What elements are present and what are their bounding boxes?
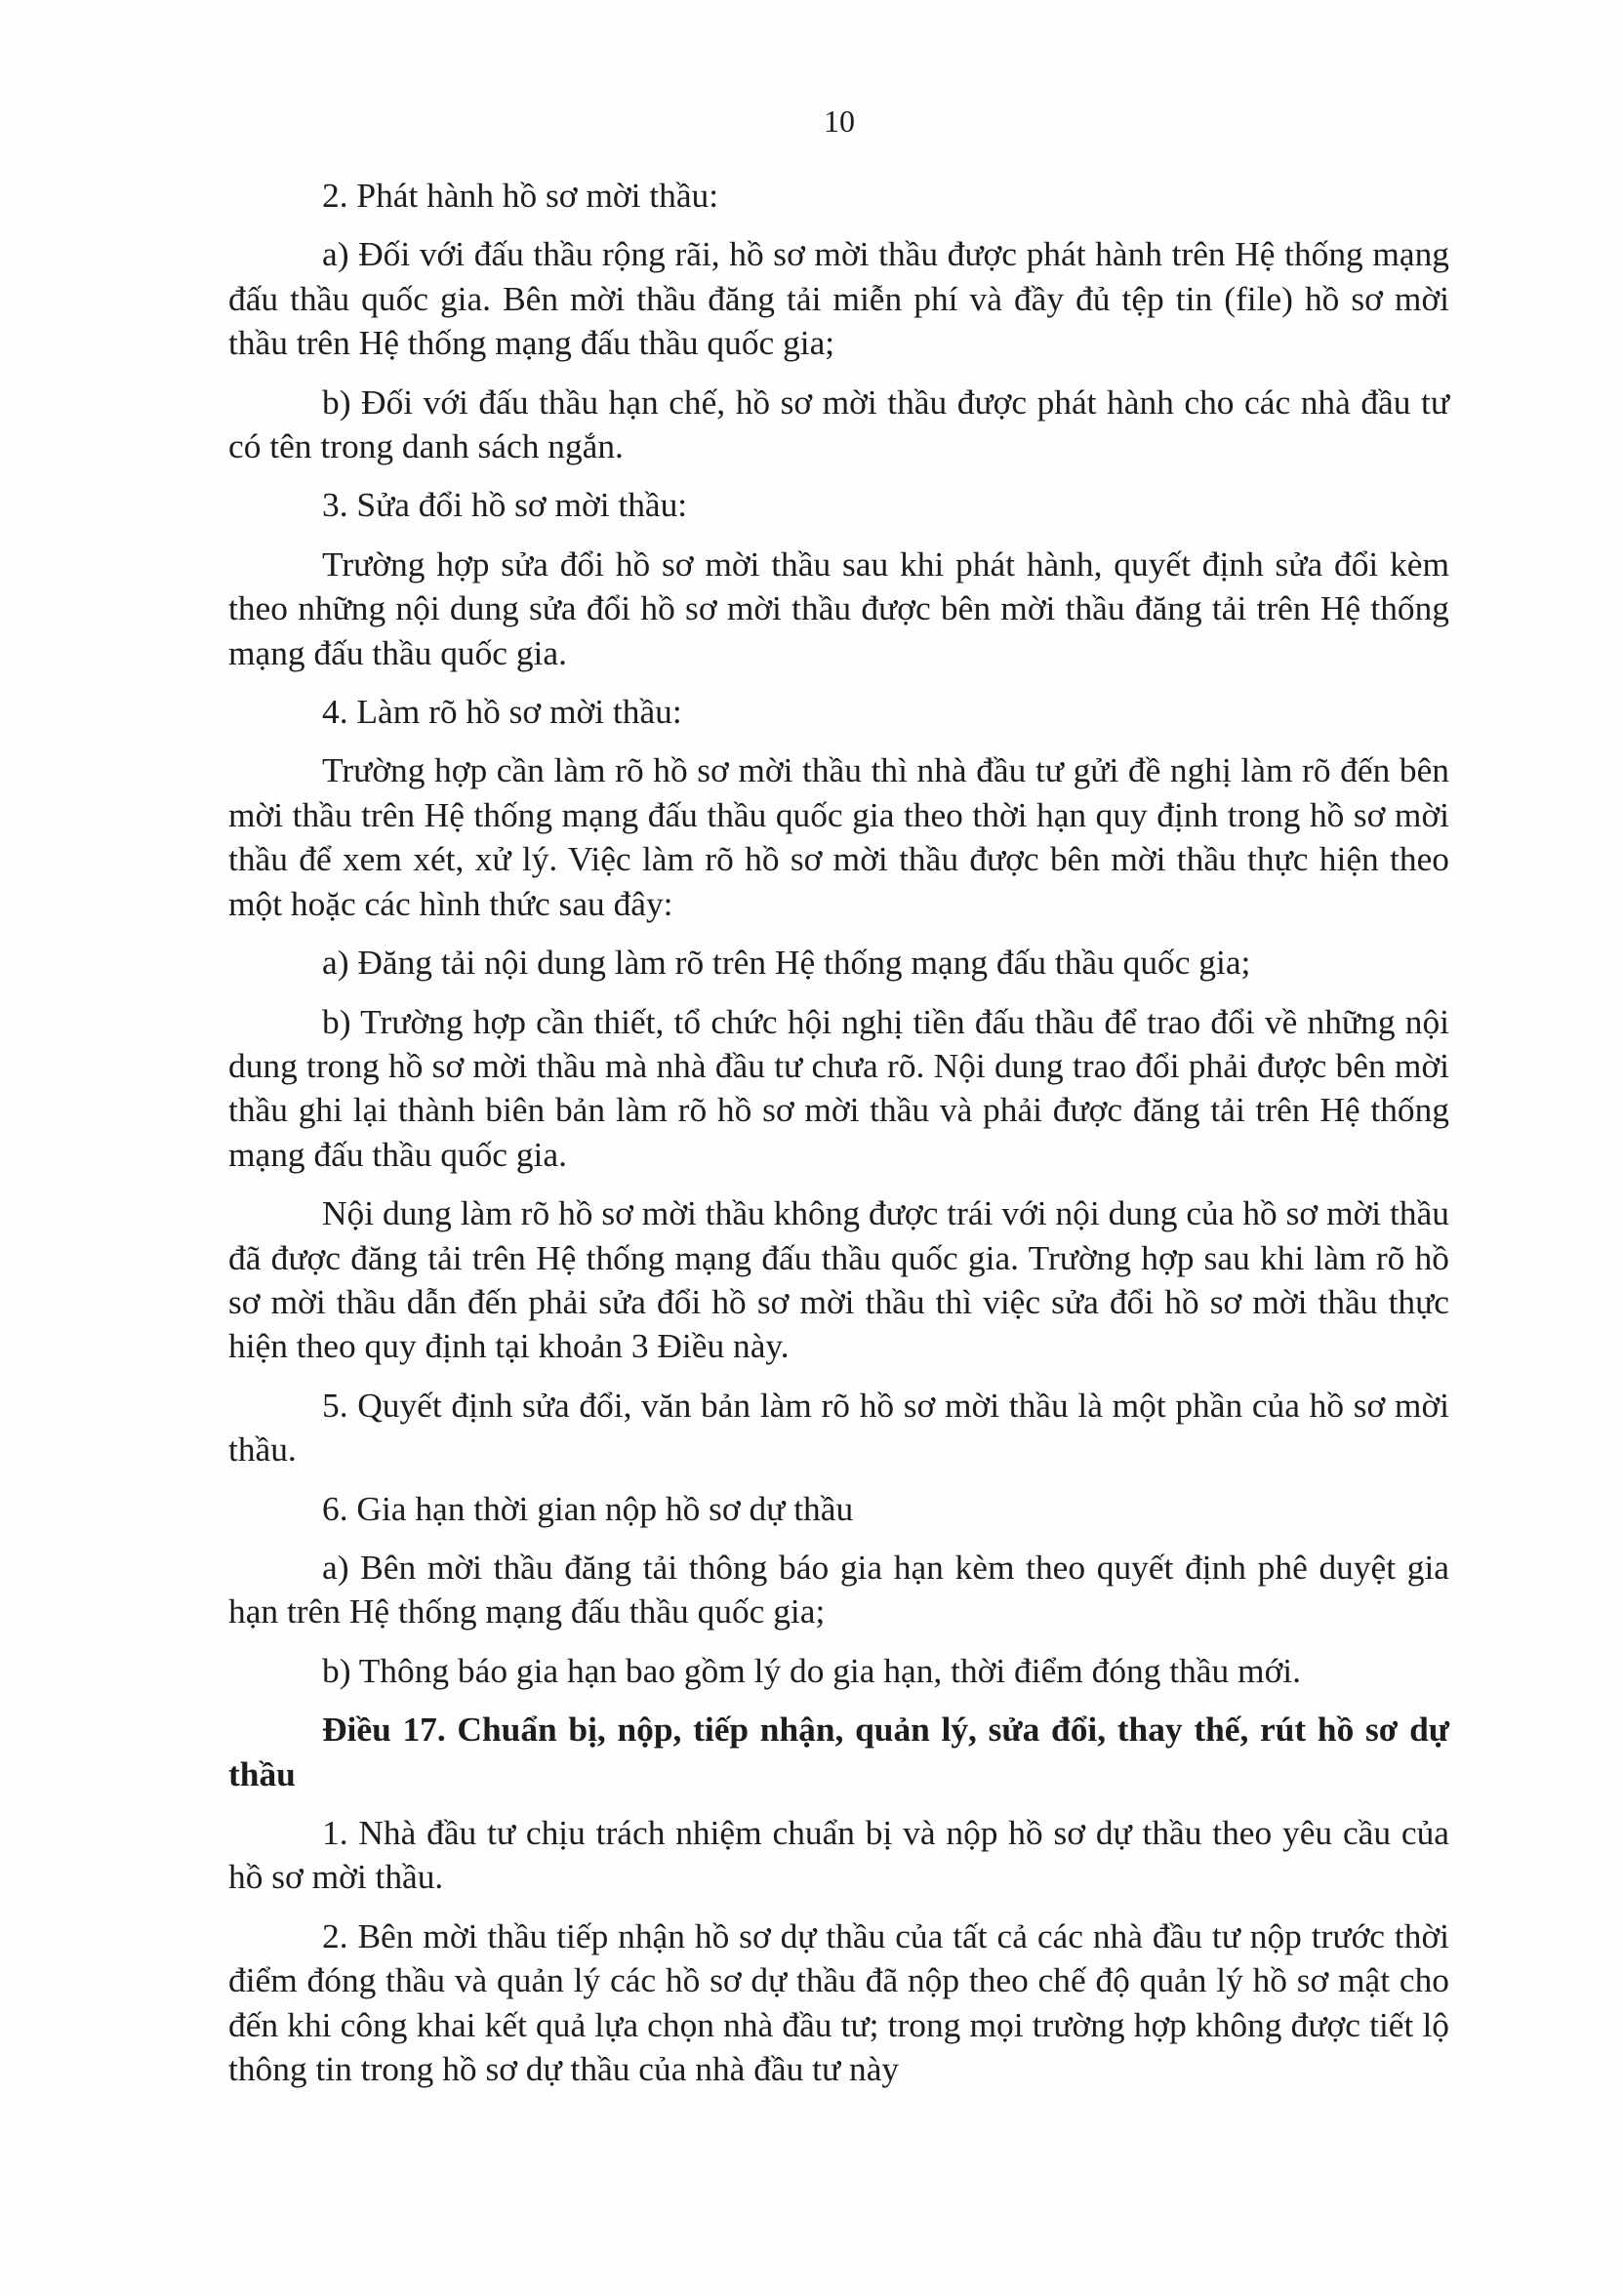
document-body	[228, 174, 1449, 2091]
paragraph: b) Thông báo gia hạn bao gồm lý do gia hạn, thời điểm đóng thầu mới.	[322, 1650, 1301, 1690]
paragraph: 4. Làm rõ hồ sơ mời thầu:	[322, 692, 682, 732]
article-heading: Điều 17. Chuẩn bị, nộp, tiếp nhận, quản lý, sửa đổi, thay thế, rút hồ sơ dự thầu	[228, 1710, 1449, 1793]
paragraph: a) Đăng tải nội dung làm rõ trên Hệ thống mạng đấu thầu quốc gia;	[322, 943, 1251, 983]
paragraph: 5. Quyết định sửa đổi, văn bản làm rõ hồ sơ mời thầu là một phần của hồ sơ mời thầu.	[228, 1385, 1449, 1470]
paragraph: a) Bên mời thầu đăng tải thông báo gia hạn kèm theo quyết định phê duyệt gia hạn trên Hệ thống mạng đấu thầu quốc gia;	[228, 1547, 1449, 1631]
paragraph: Nội dung làm rõ hồ sơ mời thầu không được trái với nội dung của hồ sơ mời thầu đã được đăng tải trên Hệ thống mạng đấu thầu quốc gia. Trường hợp sau khi làm rõ hồ sơ mời thầu dẫn đến phải sửa đổi hồ sơ mời thầu thì việc sửa đổi hồ sơ mời thầu thực hiện theo quy định tại khoản 3 Điều này.	[228, 1193, 1449, 1366]
paragraph: Trường hợp cần làm rõ hồ sơ mời thầu thì nhà đầu tư gửi đề nghị làm rõ đến bên mời thầu trên Hệ thống mạng đấu thầu quốc gia theo thời hạn quy định trong hồ sơ mời thầu để xem xét, xử lý. Việc làm rõ hồ sơ mời thầu được bên mời thầu thực hiện theo một hoặc các hình thức sau đây:	[228, 750, 1449, 923]
paragraph: b) Đối với đấu thầu hạn chế, hồ sơ mời thầu được phát hành cho các nhà đầu tư có tên trong danh sách ngắn.	[228, 382, 1449, 466]
page-number: 10	[824, 103, 855, 139]
paragraph: 1. Nhà đầu tư chịu trách nhiệm chuẩn bị và nộp hồ sơ dự thầu theo yêu cầu của hồ sơ mời thầu.	[228, 1813, 1449, 1897]
paragraph: Trường hợp sửa đổi hồ sơ mời thầu sau khi phát hành, quyết định sửa đổi kèm theo những nội dung sửa đổi hồ sơ mời thầu được bên mời thầu đăng tải trên Hệ thống mạng đấu thầu quốc gia.	[228, 544, 1449, 672]
paragraph: a) Đối với đấu thầu rộng rãi, hồ sơ mời thầu được phát hành trên Hệ thống mạng đấu thầu quốc gia. Bên mời thầu đăng tải miễn phí và đầy đủ tệp tin (file) hồ sơ mời thầu trên Hệ thống mạng đấu thầu quốc gia;	[228, 234, 1449, 363]
paragraph: 2. Bên mời thầu tiếp nhận hồ sơ dự thầu của tất cả các nhà đầu tư nộp trước thời điểm đóng thầu và quản lý các hồ sơ dự thầu đã nộp theo chế độ quản lý hồ sơ mật cho đến khi công khai kết quả lựa chọn nhà đầu tư; trong mọi trường hợp không được tiết lộ thông tin trong hồ sơ dự thầu của nhà đầu tư này	[228, 1915, 1449, 2089]
paragraph: b) Trường hợp cần thiết, tổ chức hội nghị tiền đấu thầu để trao đổi về những nội dung trong hồ sơ mời thầu mà nhà đầu tư chưa rõ. Nội dung trao đổi phải được bên mời thầu ghi lại thành biên bản làm rõ hồ sơ mời thầu và phải được đăng tải trên Hệ thống mạng đấu thầu quốc gia.	[228, 1001, 1449, 1174]
paragraph: 2. Phát hành hồ sơ mời thầu:	[322, 176, 719, 215]
paragraph: 3. Sửa đổi hồ sơ mời thầu:	[322, 485, 688, 525]
paragraph: 6. Gia hạn thời gian nộp hồ sơ dự thầu	[322, 1488, 854, 1528]
